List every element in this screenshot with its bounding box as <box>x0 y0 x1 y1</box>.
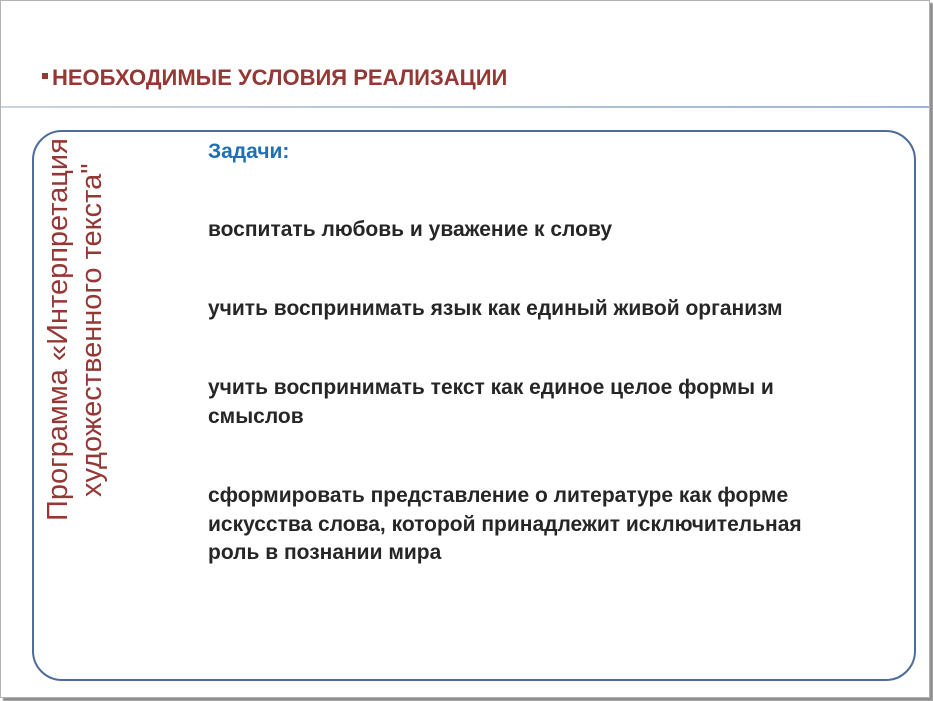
task-item <box>208 216 612 245</box>
side-label-line: Программа «Интерпретация <box>42 138 74 522</box>
side-label <box>41 130 111 530</box>
task-line: учить воспринимать язык как единый живой организм <box>208 297 783 320</box>
task-item <box>208 295 783 324</box>
title-divider <box>1 106 929 108</box>
task-line: учить воспринимать текст как единое целое формы и <box>208 376 774 399</box>
task-line: смыслов <box>208 404 304 428</box>
square-bullet-icon <box>42 73 48 79</box>
task-line: искусства слова, которой принадлежит исключительная <box>208 512 802 536</box>
task-item <box>208 482 802 568</box>
content-frame <box>32 130 916 681</box>
task-line: воспитать любовь и уважение к слову <box>208 218 613 241</box>
task-line: роль в познании мира <box>208 541 442 564</box>
task-item <box>208 374 774 431</box>
task-line: сформировать представление о литературе как форме <box>208 484 789 507</box>
side-label-line: художественного текста" <box>76 163 108 497</box>
tasks-list <box>208 132 908 672</box>
tasks-heading: Задачи: <box>208 140 290 163</box>
slide-title: НЕОБХОДИМЫЕ УСЛОВИЯ РЕАЛИЗАЦИИ <box>52 65 508 90</box>
